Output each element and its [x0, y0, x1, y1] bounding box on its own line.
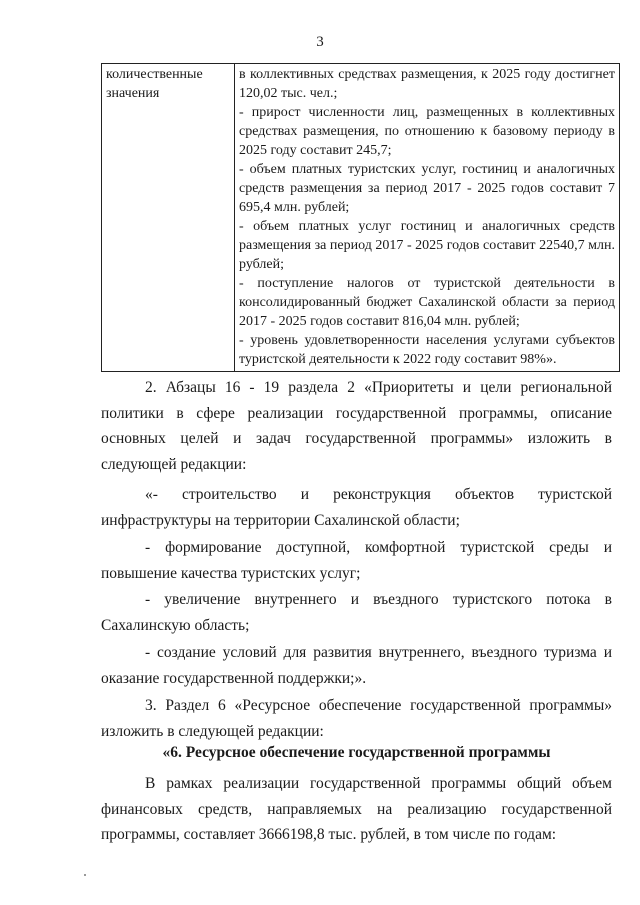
paragraph-infrastructure: «- строительство и реконструкция объектов туристской инфраструктуры на территории Сахалинской области; [101, 486, 612, 529]
paragraph-tourist-flow: - увеличение внутреннего и въездного туристского потока в Сахалинскую область; [101, 591, 612, 634]
table-item: - уровень удовлетворенности населения услугами субъектов туристской деятельности к 2022 году составит 98%». [239, 333, 615, 367]
page-number: 3 [316, 34, 324, 50]
section-title: «6. Ресурсное обеспечение государственной программы [162, 744, 551, 761]
paragraph-item-3: 3. Раздел 6 «Ресурсное обеспечение государственной программы» изложить в следующей редакции: [101, 697, 612, 740]
paragraph-funding: В рамках реализации государственной программы общий объем финансовых средств, направляемых на реализацию государственной программы, составляет 3666198,8 тыс. рублей, в том числе по годам: [101, 775, 612, 843]
paragraph-item-2: 2. Абзацы 16 - 19 раздела 2 «Приоритеты и цели региональной политики в сфере реализации государственной программы, описание основных целей и задач государственной программы» изложить в следующей редакции: [101, 379, 612, 473]
table-row [102, 64, 620, 372]
table-item: - объем платных услуг гостиниц и аналогичных средств размещения за период 2017 - 2025 годов составит 22540,7 млн. рублей; [239, 219, 615, 272]
paragraph-support: - создание условий для развития внутреннего, въездного туризма и оказание государственной поддержки;». [101, 644, 612, 687]
scan-speck [84, 874, 86, 876]
table-values-cell [235, 64, 620, 372]
table-item: - поступление налогов от туристской деятельности в консолидированный бюджет Сахалинской области за период 2017 - 2025 годов составит 816,04 млн. рублей; [239, 276, 615, 329]
indicators-table [101, 63, 620, 372]
table-item: - объем платных туристских услуг, гостиниц и аналогичных средств размещения за период 2017 - 2025 годов составит 7 695,4 млн. рублей; [239, 162, 615, 215]
paragraph-environment: - формирование доступной, комфортной туристской среды и повышение качества туристских услуг; [101, 539, 612, 582]
table-label-cell: количественные значения [102, 64, 235, 372]
table-item: - прирост численности лиц, размещенных в коллективных средствах размещения, по отношению к базовому периоду в 2025 году составит 245,7; [239, 105, 615, 158]
table-item: в коллективных средствах размещения, к 2025 году достигнет 120,02 тыс. чел.; [239, 67, 615, 101]
